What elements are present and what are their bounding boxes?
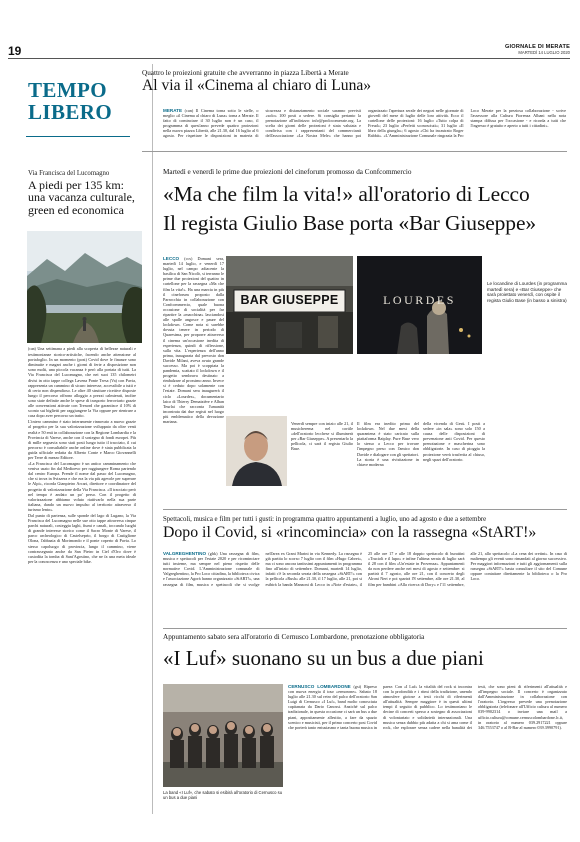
article2-kicker: Martedì e venerdì le prime due proiezioni del cineforum promosso da Confcommercio bbox=[163, 168, 412, 176]
article3-body bbox=[163, 551, 567, 625]
article-separator bbox=[163, 628, 567, 629]
left-article-title: A piedi per 135 km: una vacanza culturale, green ed economica bbox=[28, 178, 135, 217]
left-article-paragraph-3: «La Francisca del Lucomagno è un antico camminamento che veniva usato fin dal Medioevo per raggiungere Roma partendo dal centro Europa. Prende il nome dal passo del Lucomagno, che si trova in Svizzera e che era la via più agevole per superare le Alpi», ricorda Gianpietro Arcari, direttore e coordinatore del progetto di valorizzazione della Via Francisca. «Il tracciato però nel tempo è andato un po' perso. Con il progetto di valorizzazione abbiamo voluto riattivarlo nella sua parte italiana, dando un nuovo impulso al territorio attraverso il turismo lento». bbox=[28, 461, 136, 512]
article2-city: LECCO bbox=[163, 256, 180, 261]
article4-text: (gsi) Ripreso con nuova energia il tour «ermorone». Sabato 18 luglio alle 21.30 sul retro del palco dell'oratorio San Luigi di Cernusco «I Luf», band molto conosciuta capitanata da Dario Canossi. Anziché sul palco tradizionale, in questa occasione ci sarà un bus a due piani, appositamente allestito, a fare da spazio scenico e musicisti, per il primo concerto post Covid che porterà tanto entusiasmo e tanta buona musica in paese. Con «I Luf» la vitalità del rock si incontra con la profondità e i ritmi della tradizione, unendo atmosfere gioiose a testi ricchi di riferimenti all'attualità. Sempre maggiore è in questi ultimi tempi il seguito di pubblico. Lo testimoniano le decine di concerti spesso a sostegno di associazioni di volontariato e solidarietà internazionali. Una musica senza dubbio più adatta a chi si ama come il rock, che esplorare senza cadere nella banalità dei testi, che sono pieni di riferimenti all'attualità e all'impegno sociale. Il concerto è organizzato dall'Amministrazione in collaborazione con l'oratorio. L'ingresso prevede una prenotazione obbligatoria (telefonare all'Ufficio cultura al numero 039-9902314 o inviare una mail a ufficio.cultura@comune.cernuscolombardone.lc.it, in oratorio al numero 039.2917221 oppure 346.7553747 o al B-Bar al numero 039.3990791). bbox=[288, 684, 567, 730]
section-title-line2: LIBERO bbox=[28, 100, 113, 124]
publication-date: MARTEDÌ 14 LUGLIO 2020 bbox=[518, 50, 570, 55]
posters-caption: Le locandine di Lourdes (in programma martedì sera) e «Bar Giuseppe» che sarà proiettato venerdì, con ospite il regista Giulio Base (in basso a sinistra) bbox=[487, 281, 567, 303]
bar-poster-title: BAR GIUSEPPE bbox=[240, 293, 339, 307]
article2-column-1 bbox=[163, 256, 224, 502]
article1-body bbox=[163, 108, 566, 142]
article3-title: Dopo il Covid, si «rincomincia» con la rassegna «StART!» bbox=[163, 524, 537, 541]
article1-text: (can) Il Cinema torna sotto le stelle, o meglio «il Cinema al chiaro di Luna» torna a Merate. Il fatto di cominciare il 30 luglio non è un caso, il programma di quest'anno prevede quattro proiezioni nella nuova piazza Libertà, alle 21.30, dal 16 luglio al 6 agosto. Per rispettare le disposizioni in materia di sicurezza e distanziamento sociale saranno previsti «solo» 100 posti a sedere. Si consiglia pertanto la prenotazione all'indirizzo: info@prolocomerate.org. La scelta dei giorni delle proiezioni è stata valutata e condivisa con i rappresentanti del commercianti dell'associazione «La Nostra Mele» che hanno poi organizzato l'apertura serale dei negozi nelle giornate di giovedì del mese di luglio delle loro attività. Ecco il cartellone delle proiezioni: 16 luglio «Tutto colpa di Freud»; 23 luglio «Perfetti sconosciuti»; 31 luglio «Il libro della giungla»; 6 agosto «Chi ha incastrato Roger Rabbit». «L'Amministrazione Comunale ringrazia la Pro Loco Merate per la preziosa collaborazione - scrive l'assessore alla Cultura Fiorenza Albani nella nota stampa diffusa per l'occasione - e ricorda a tutti che l'ingresso è gratuito e aperto a tutti i cittadini». bbox=[163, 108, 566, 139]
left-article-city: (can) bbox=[28, 347, 36, 351]
article2-col1-text: (ccs) Domani sera, martedì 14 luglio, e venerdì 17 luglio, nel campo adiacente la basilica di San Nicolò, si terranno le prime due proiezioni del quattro in cartellone per la rassegna «Ma che film la vita!». Ha una marcia in più il cineforum proposto dalla Parrocchia in collaborazione con Confcommercio, quale buona occasione di socialità per far ripartire la «macchina» lasciandosi alle spalle angosce e paure del lockdown. Come nota si sarebbe dovuta tenere in periodo di Quaresima, per proporre attraverso il cinema un'occasione inedita di esperienza, quindi di riflessione, sulla vita. L'esperienza dell'anno prima, inaugurata dal prevosto don Davide Milani, aveva avuto grande successo. Ma poi è scoppiata la pandemia, scattato il lockdown e il progetto sembrava destinato a rimbalzare al prossimo anno. Invece si è ceduto dopo solamente con l'estate. Domani sera inaugurerà il ciclo «Lourdes», documentario laico di Thierry Demaizière e Alban Teurlai che racconta l'umanità incontrata dai due registi nel luogo più emblematico della devozione mariana. bbox=[163, 256, 224, 424]
i-luf-band-photo bbox=[163, 684, 283, 787]
article2-column-4: della vicenda di Gesù. I posti a sedere «in sala» sono solo 150 a causa delle disposizioni di prevenzione anti Covid. Per questo prenotazione e mascherina sono obbligatorie. In caso di pioggia la proiezione verrà trasferita al chiuso, negli spazi dell'oratorio. bbox=[423, 421, 485, 462]
article2-column-2: Venerdì sempre con inizio alle 21, il musicherema nel cortile «dell'oratorio lecchese si illuminerà per «Bar Giuseppe». A presentarlo la pellicola, ci sarà il regista Giulio Base. bbox=[291, 421, 353, 452]
band-photo-image bbox=[163, 684, 283, 787]
article1-city: MERATE bbox=[163, 108, 183, 113]
article-separator bbox=[163, 509, 567, 510]
left-article-paragraph-2: L'intero cammino è stato interamente rinnovato a nuovo grazie al progetto per la sua valorizzazione sviluppato da oltre venti realtà e 50 enti in collaborazione con la Regione Lombardia e la Provincia di Varese, anche con il sostegno di fondi europei. Più di mille segnavia sono stati posti lungo tutto il tracciato, il cui percorso è consultabile anche online dove è stata pubblicata la guida ufficiale redatta da Alberto Conte e Marco Giovannelli per Terre di mezzo Editore. bbox=[28, 419, 136, 460]
column-separator bbox=[152, 64, 153, 814]
article4-city: CERNUSCO LOMBARDONE bbox=[288, 684, 351, 689]
band-photo-caption: La band «I Luf», che sabato si esibirà all'oratorio di Cernusco su un bus a due piani bbox=[163, 790, 283, 801]
director-portrait-image bbox=[226, 416, 287, 486]
left-article-photo bbox=[27, 231, 142, 343]
left-article-paragraph-1: Una settimana a piedi alla scoperta di bellezze naturali e testimonianze storico-artistiche, facendo anche attenzione al portafoglio. In un momento (post) Covid dove le finanze sono diminuite e magari anche i giorni di ferie a disposizione non sono molti, una piccola vacanza è però alla portata di tutti. La Via Francisca del Lucomagno, che nei suoi 135 chilometri divisi in otto tappe collega Lavena Ponte Tresa (Va) con Pavia, rappresenta un cammino di sicuro interesse, accessibile a tutti e di certo non dispendioso. Le oltre 40 strutture ricettive disposte lungo il percorso offrono alloggio a prezzi calmierati, inoltre sono state definite anche le spese di trasporto ferroviario grazie alle convenzioni attivate con Trenord che garantisce il 10% di sconto sui biglietti per raggiungere la Via oppure per rientrare a casa dopo aver percorso un tratto. bbox=[28, 346, 136, 419]
section-title-line1: TEMPO bbox=[28, 78, 107, 102]
article1-kicker: Quattro le proiezioni gratuite che avverranno in piazza Libertà a Merate bbox=[142, 69, 349, 77]
page-number: 19 bbox=[8, 44, 22, 58]
lourdes-poster bbox=[357, 256, 482, 354]
article2-column-3: Il film era inedito prima del lockdown. Nel due mesi della quarantena è stato caricato sulla piattaforma Raiplay. Pure Base vero lo stesso a Lecco per trovare l'impegno preso con l'amico don Davide e dialogare con gli spettatori. La storia è una rivisitazione in chiave moderna bbox=[357, 421, 419, 467]
article3-text: (ghk) Una rassegna di film, musica e spettacoli per l'estate 2020 e per ricominciare tutti insieme, ma sempre nel pieno rispetto delle normative Covid. L'Amministrazione comunale di Valgreghentino, la Pro Loco cittadina, la biblioteca civica e l'associazione Agorà hanno organizzato «StART!», una rassegna di film, musica e spettacoli che si svolge nell'area ex Grani Marini in via Kennedy. La rassegna è già partita lo scorso 7 luglio con il film «Hugo Cabret», ma ci sono ancora tantissimi appuntamenti in programma fino all'inizio di settembre. Domani, martedì 14 luglio, infatti c'è la seconda serata della rassegna «StART!» con la pellicola «Rush» alle 21.30, il 17 luglio, alle 21, poi si esibirà la banda Manzoni di Lecco in «Note d'estate», il 25 alle ore 17 e alle 18 doppio spettacolo di burattini «Trucioli e il lupo» e infine l'ultima serata di luglio sarà il 28 con il film «Un'estate in Provenza». Appuntamenti da non perdere anche nei mesi di agosto e settembre: si partirà il 7 agosto, alle ore 21, con il concerto degli Alroni Nert e poi sparirà l'8 settembre, alle ore 21.30, al film per bambini «Alla ricerca di Dory» e l'11 settembre, alle 21, allo spettacolo «La cena dei cretini». In caso di maltempo gli eventi sono rimandati al giorno successivo. Per maggiori informazioni e tutti gli aggiornamenti sulla rassegna «StART!» basta consultare il sito del Comune oppure contattare direttamente la biblioteca o la Pro Loco. bbox=[163, 551, 567, 587]
publication-name: GIORNALE DI MERATE bbox=[504, 44, 570, 50]
article4-title: «I Luf» suonano su un bus a due piani bbox=[163, 646, 484, 670]
left-article-body bbox=[28, 346, 136, 804]
article4-kicker: Appuntamento sabato sera all'oratorio di Cernusco Lombardone, prenotazione obbligatoria bbox=[163, 633, 425, 641]
article4-body bbox=[288, 684, 567, 810]
director-portrait bbox=[226, 416, 287, 486]
section-title bbox=[28, 79, 132, 123]
bar-giuseppe-poster bbox=[226, 256, 353, 354]
article2-title-line1: «Ma che film la vita!» all'oratorio di Lecco bbox=[163, 182, 530, 206]
section-rule bbox=[26, 136, 130, 137]
article3-city: VALGREGHENTINO bbox=[163, 551, 207, 556]
article-separator bbox=[142, 151, 567, 152]
header-rule bbox=[8, 58, 570, 59]
masthead bbox=[505, 44, 570, 55]
article3-kicker: Spettacoli, musica e film per tutti i gusti: in programma quattro appuntamenti a luglio, uno ad agosto e due a settembre bbox=[163, 516, 487, 523]
article2-title-line2: Il regista Giulio Base porta «Bar Giuseppe» bbox=[163, 211, 537, 235]
article1-title: Al via il «Cinema al chiaro di Luna» bbox=[142, 77, 372, 94]
lourdes-poster-title: LOURDES bbox=[383, 293, 456, 307]
left-article-kicker: Via Francisca del Lucomagno bbox=[28, 170, 110, 177]
lake-landscape-image bbox=[27, 231, 142, 343]
left-article-paragraph-4: Dal punto di partenza, sulle sponde del lago di Lugano, la Via Francisca del Lucomagno nelle sue otto tappe attraversa cinque parchi naturali, costeggia laghi, fiumi e canali, toccando luoghi di grande interesse storico come il Sacro Monte di Varese, il parco archeologico di Castelseprio, il borgo di Castiglione Olona, l'abbazia di Morimondo e il ponte coperto di Pavia. Lo stesso capoluogo di provincia, lungo il cammino, viene contrassegnato anche da San Pietro in Ciel d'Oro dove è custodita la tomba di Sant'Agostino, che ne fa una meta ideale per la conoscenza e uno speciale bike. bbox=[28, 513, 136, 564]
